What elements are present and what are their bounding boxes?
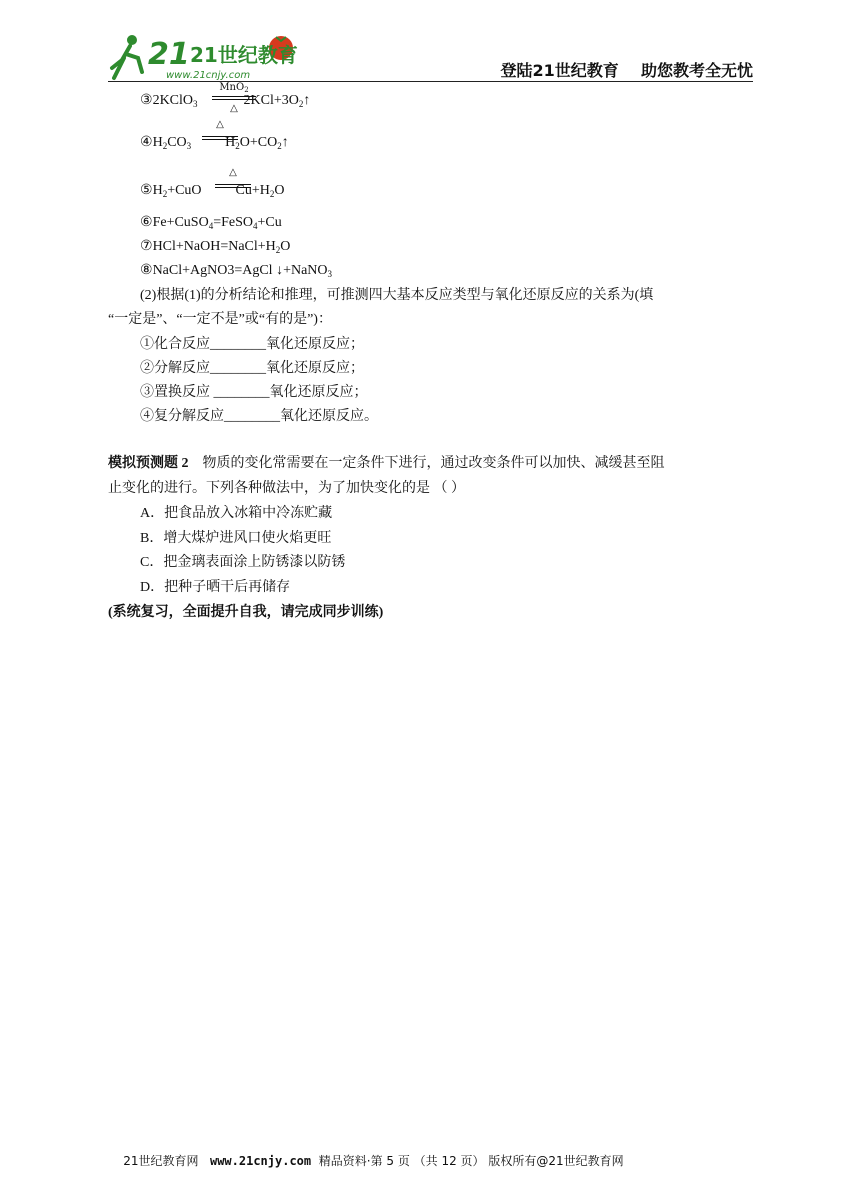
page-footer [108,1138,753,1183]
footer-site-link[interactable]: www.21cnjy.com [209,1154,312,1168]
logo-url: www.21cnjy.com [166,70,251,81]
footer-left: 21世纪教育网 [123,1154,210,1168]
logo-text: 21世纪教育 [190,43,298,67]
equation-8: ⑧NaCl+AgNO3=AgCl ↓+NaNO$_3$ [140,263,333,279]
header-slogan: 登陆21世纪教育 助您教考全无忧 [500,61,753,80]
question-2-line-2: “一定是”、“一定不是”或“有的是”)： [108,312,332,327]
page-header [108,28,753,82]
sim-question-2-title: 模拟预测题 2 [108,456,189,471]
equation-5-condition: △ [215,168,251,198]
sim-question-2-line-1: 模拟预测题 2 物质的变化常需要在一定条件下进行，通过改变条件可以加快、减缓甚至阻 [108,456,665,471]
equation-4-condition: △ [202,120,238,150]
equation-6: ⑥Fe+CuSO$_4$=FeSO$_4$+Cu [140,215,282,231]
option-a: A．把食品放入冰箱中冷冻贮藏 [140,506,333,521]
equation-7: $⑦HCl+NaOH=NaCl+H_2O$ [140,239,291,255]
question-2-item-4: ④复分解反应________氧化还原反应。 [140,409,378,424]
svg-text:21: 21 [148,37,190,72]
sim-question-2-line-2: 止变化的进行。下列各种做法中，为了加快变化的是 （ ） [108,481,465,496]
option-c: C．把金璃表面涂上防锈漆以防锈 [140,555,346,570]
question-2-item-1: ①化合反应________氧化还原反应； [140,337,364,352]
training-note: (系统复习，全面提升自我，请完成同步训练) [108,605,384,620]
logo-21cnjy [108,28,308,82]
question-2-item-3: ③置换反应 ________氧化还原反应； [140,385,368,400]
equation-3: ③2KClO$_3$ $2KCl+3O_2↑$ [140,93,311,109]
equation-4: $④H_2CO_3$ $H_2O+CO_2↑$ [140,135,289,151]
question-2-line-1: (2)根据(1)的分析结论和推理，可推测四大基本反应类型与氧化还原反应的关系为(填 [140,288,654,303]
equation-5: $⑤H_2+CuO$ $Cu+H_2O$ [140,183,285,199]
option-d: D．把种子晒干后再储存 [140,580,291,595]
equation-3-condition: MnO$_2$ △ [212,83,256,119]
footer-right: 精品资料·第 5 页 （共 12 页） 版权所有@21世纪教育网 [311,1154,624,1168]
question-2-item-2: ②分解反应________氧化还原反应； [140,361,364,376]
option-b: B．增大煤炉进风口使火焰更旺 [140,531,332,546]
header-divider [108,81,753,82]
